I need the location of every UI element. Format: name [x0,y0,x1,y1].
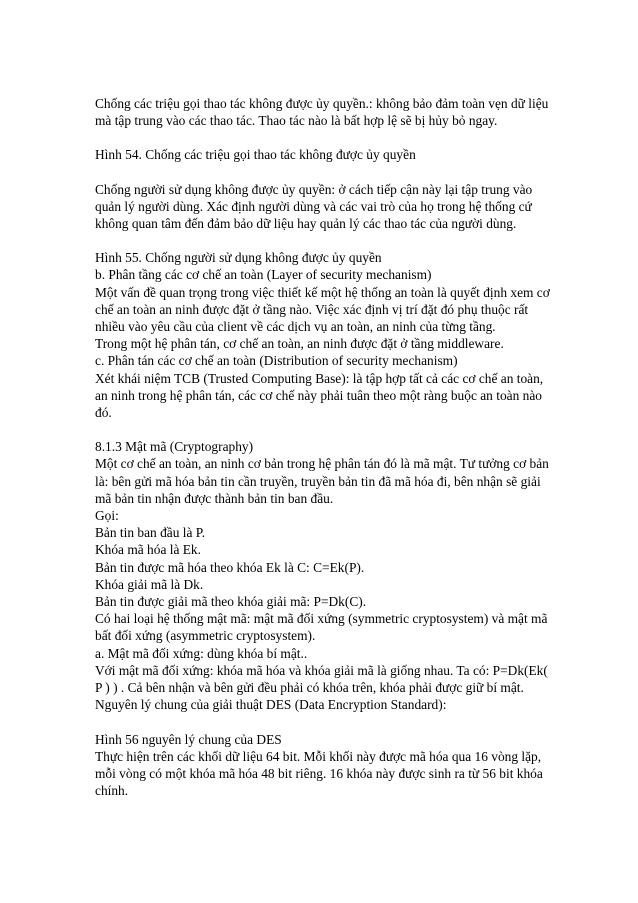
paragraph-middleware: Trong một hệ phân tán, cơ chế an toàn, an ninh được đặt ở tầng middleware. [95,336,504,352]
paragraph-des-details: Thực hiện trên các khối dữ liệu 64 bit. Mỗi khối này được mã hóa qua 16 vòng lặp, mỗi vòng có một khóa mã hóa 48 bit riêng. 16 khóa này được sinh ra từ 56 bit khóa chính. [95,748,543,799]
blank-line [95,232,550,249]
line-plaintext: Bản tin ban đầu là P. [95,525,206,541]
paragraph-tcb: Xét khái niệm TCB (Trusted Computing Base): là tập hợp tất cả các cơ chế an toàn, an ninh trong hệ phân tán, các cơ chế này phải tuân theo một ràng buộc an toàn nào đó. [95,370,544,421]
document-page [95,95,550,799]
paragraph-des-heading: Nguyên lý chung của giải thuật DES (Data Encryption Standard): [95,697,447,713]
figure-caption-55: Hình 55. Chống người sử dụng không được ủy quyền [95,250,382,266]
line-encryption-key: Khóa mã hóa là Ek. [95,542,201,558]
line-call: Gọi: [95,508,119,524]
paragraph-unauthorized-operations: Chống các triệu gọi thao tác không được ủy quyền.: không bảo đảm toàn vẹn dữ liệu mà tập trung vào các thao tác. Thao tác nào là bất hợp lệ sẽ bị hủy bỏ ngay. [95,96,549,129]
line-decryption-key: Khóa giải mã là Dk. [95,576,204,592]
paragraph-cryptosystem-types: Có hai loại hệ thống mật mã: mật mã đối xứng (symmetric cryptosystem) và mật mã bất đối xứng (asymmetric cryptosystem). [95,611,548,644]
line-decrypted: Bản tin được giải mã theo khóa giải mã: P=Dk(C). [95,594,367,610]
paragraph-layer-security: Một vấn đề quan trọng trong việc thiết kế một hệ thống an toàn là quyết định xem cơ chế an toàn an ninh được đặt ở tầng nào. Việc xác định vị trí đặt đó phụ thuộc rất nhiều vào yêu cầu của client về các dịch vụ an toàn, an ninh của từng tầng. [95,284,550,335]
blank-line [95,164,550,181]
section-heading-cryptography: 8.1.3 Mật mã (Cryptography) [95,439,254,455]
paragraph-unauthorized-users: Chống người sử dụng không được ủy quyền: ở cách tiếp cận này lại tập trung vào quản lý người dùng. Xác định người dùng và các vai trò của họ trong hệ thống cứ không quan tâm đến đảm bảo dữ liệu hay quản lý các thao tác của người dùng. [95,181,533,232]
figure-caption-56: Hình 56 nguyên lý chung của DES [95,731,282,747]
paragraph-symmetric: Với mật mã đối xứng: khóa mã hóa và khóa giải mã là giống nhau. Ta có: P=Dk(Ek( P ) ) . Cả bên nhận và bên gửi đều phải có khóa trên, khóa phải được giữ bí mật. [95,662,548,696]
figure-caption-54: Hình 54. Chống các triệu gọi thao tác không được ủy quyền [95,147,416,163]
blank-line [95,714,550,731]
section-heading-layer-security: b. Phân tầng các cơ chế an toàn (Layer of security mechanism) [95,267,432,283]
blank-line [95,129,550,146]
line-ciphertext: Bản tin được mã hóa theo khóa Ek là C: C=Ek(P). [95,559,365,575]
paragraph-cryptography-intro: Một cơ chế an toàn, an ninh cơ bản trong hệ phân tán đó là mã mật. Tư tưởng cơ bản là: bên gửi mã hóa bản tin cần truyền, truyền bản tin đã mã hóa đi, bên nhận sẽ giải mã bản tin nhận được thành bản tin ban đầu. [95,456,549,506]
section-heading-symmetric: a. Mật mã đối xứng: dùng khóa bí mật.. [95,645,308,661]
blank-line [95,421,550,438]
section-heading-distribution: c. Phân tán các cơ chế an toàn (Distribution of security mechanism) [95,353,458,369]
